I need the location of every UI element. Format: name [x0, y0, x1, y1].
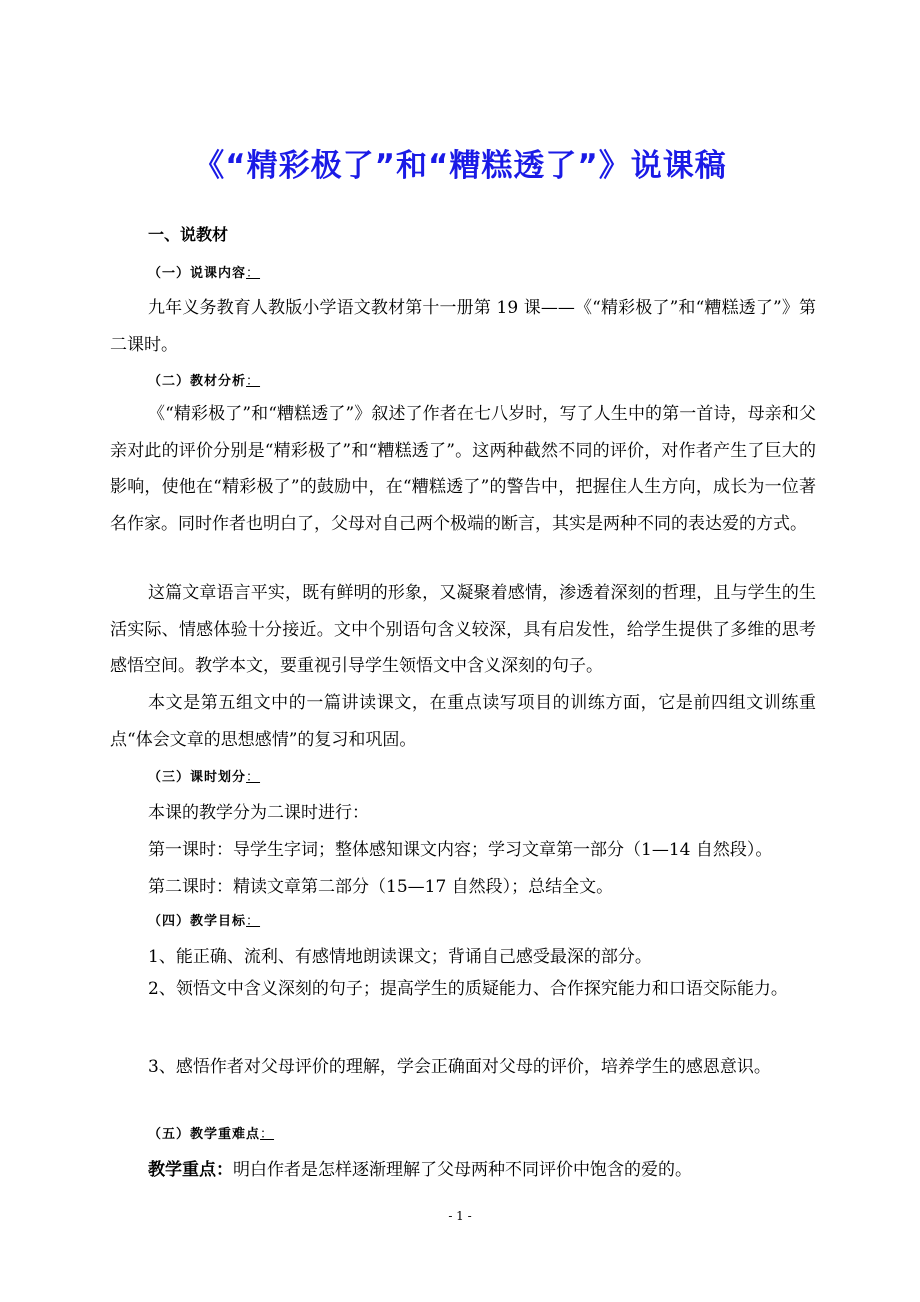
- page-number: - 1 -: [448, 1209, 472, 1223]
- goal-1: 1、能正确、流利、有感情地朗读课文；背诵自己感受最深的部分。: [148, 947, 652, 967]
- paragraph-position: 本文是第五组文中的一篇讲读课文，在重点读写项目的训练方面，它是前四组文训练重点“体会文章的思想感情”的复习和巩固。: [110, 693, 816, 750]
- subheading-analysis: （二）教材分析：: [148, 374, 261, 389]
- schedule-intro: 本课的教学分为二课时进行：: [148, 803, 369, 823]
- paragraph-language: 这篇文章语言平实，既有鲜明的形象，又凝聚着感情，渗透着深刻的哲理，且与学生的生活实际、情感体验十分接近。文中个别语句含义较深，具有启发性，给学生提供了多维的思考感悟空间。教学本文，要重视引导学生领悟文中含义深刻的句子。: [110, 583, 816, 676]
- paragraph-analysis: 《“精彩极了”和“糟糕透了”》叙述了作者在七八岁时，写了人生中的第一首诗，母亲和父亲对此的评价分别是“精彩极了”和“糟糕透了”。这两种截然不同的评价，对作者产生了巨大的影响，使他在“精彩极了”的鼓励中，在“糟糕透了”的警告中，把握住人生方向，成长为一位著名作家。同时作者也明白了，父母对自己两个极端的断言，其实是两种不同的表达爱的方式。: [110, 404, 816, 534]
- paragraph-content: 九年义务教育人教版小学语文教材第十一册第 19 课——《“精彩极了”和“糟糕透了”》第二课时。: [110, 298, 816, 355]
- key-point-line: [148, 1155, 692, 1180]
- section-heading: 一、说教材: [148, 225, 229, 244]
- subheading-goals: （四）教学目标：: [148, 914, 261, 929]
- schedule-lesson-1: 第一课时：导学生字词；整体感知课文内容；学习文章第一部分（1—14 自然段）。: [148, 840, 773, 860]
- subheading-content: （一）说课内容：: [148, 266, 261, 281]
- goal-3: 3、感悟作者对父母评价的理解，学会正确面对父母的评价，培养学生的感恩意识。: [148, 1057, 771, 1077]
- subheading-key-points: （五）教学重难点：: [148, 1127, 275, 1142]
- goal-2: 2、领悟文中含义深刻的句子；提高学生的质疑能力、合作探究能力和口语交际能力。: [148, 979, 788, 999]
- key-point-text: 明白作者是怎样逐渐理解了父母两种不同评价中饱含的爱的。: [233, 1160, 692, 1180]
- key-point-label: 教学重点：: [148, 1160, 233, 1180]
- page-title: 《“精彩极了”和“糟糕透了”》说课稿: [193, 148, 727, 184]
- schedule-lesson-2: 第二课时：精读文章第二部分（15—17 自然段）；总结全文。: [148, 877, 614, 897]
- subheading-schedule: （三）课时划分：: [148, 770, 261, 785]
